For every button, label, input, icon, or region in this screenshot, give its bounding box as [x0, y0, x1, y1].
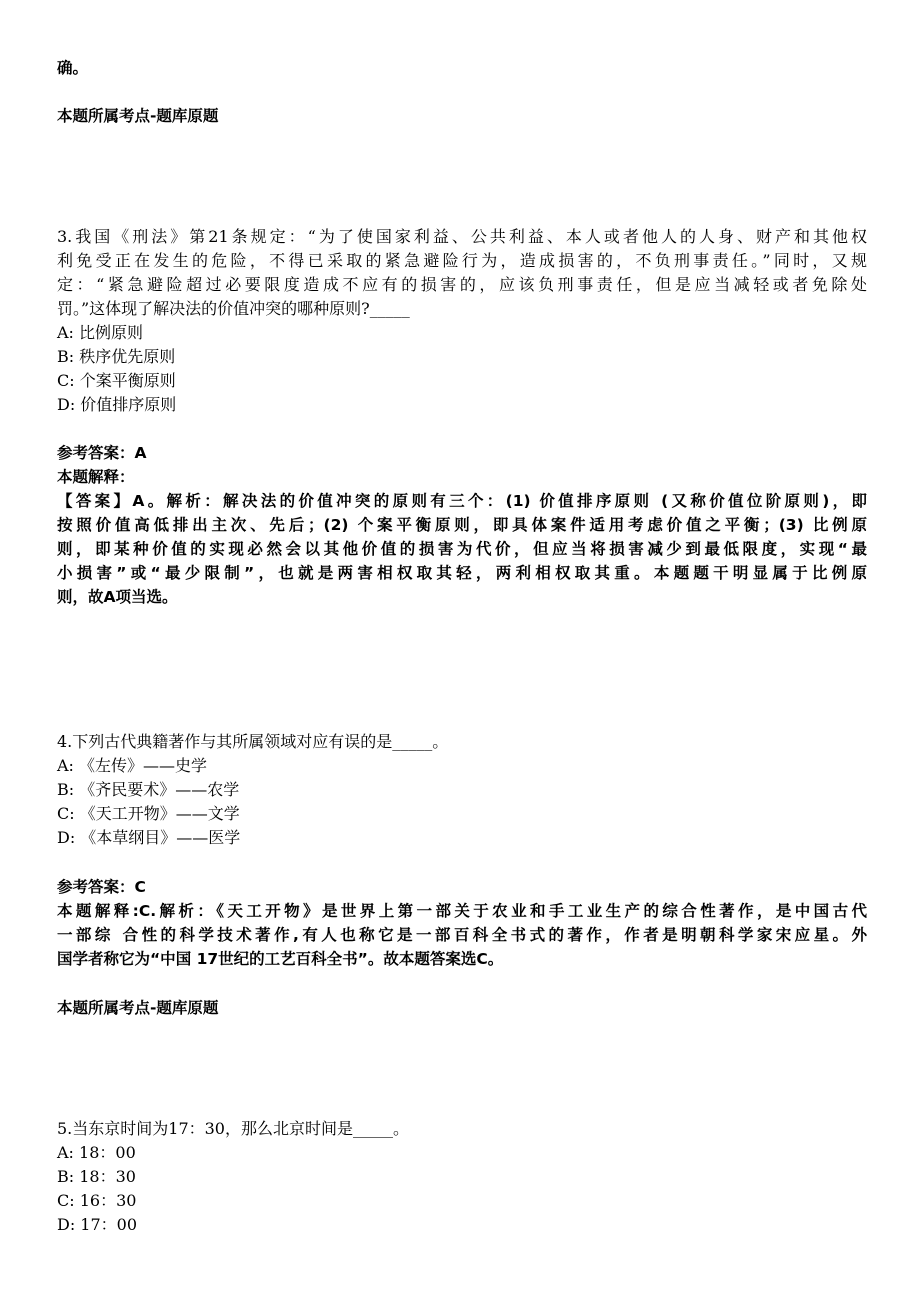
explanation-line: 按照价值高低排出主次、先后；(2) 个案平衡原则，即具体案件适用考虑价值之平衡；(3) 比例原 [57, 516, 867, 534]
answer-label: 参考答案：C [57, 878, 146, 896]
explanation-line: 一部综 合性的科学技术著作,有人也称它是一部百科全书式的著作，作者是明朝科学家宋应星。外 [57, 926, 867, 944]
question-stem-line: 定：“紧急避险超过必要限度造成不应有的损害的，应该负刑事责任，但是应当减轻或者免除处 [57, 275, 867, 294]
option-c: C: 《天工开物》——文学 [57, 804, 240, 823]
explanation-line: 【答案】A。解析：解决法的价值冲突的原则有三个：(1) 价值排序原则 (又称价值位阶原则)，即 [57, 492, 867, 510]
question-3-options [57, 321, 867, 417]
topic-label: 本题所属考点-题库原题 [57, 107, 219, 125]
explanation-line: 小损害”或“最少限制”，也就是两害相权取其轻，两利相权取其重。本题题干明显属于比例原 [57, 564, 867, 582]
question-stem-line: 5.当东京时间为17：30，那么北京时间是_____。 [57, 1119, 409, 1138]
question-4-answer-block [57, 875, 867, 971]
option-a: A: 18：00 [57, 1143, 136, 1162]
explanation-line: 则，即某种价值的实现必然会以其他价值的损害为代价，但应当将损害减少到最低限度，实现“最 [57, 540, 867, 558]
explanation-line: 国学者称它为“中国 17世纪的工艺百科全书”。故本题答案选C。 [57, 950, 504, 968]
topic-label: 本题所属考点-题库原题 [57, 999, 219, 1017]
explanation-line: 本题解释:C.解析：《天工开物》是世界上第一部关于农业和手工业生产的综合性著作，是中国古代 [57, 902, 867, 920]
explanation-line: 则，故A项当选。 [57, 588, 178, 606]
option-d: D: 《本草纲目》——医学 [57, 828, 241, 847]
question-stem-line: 利免受正在发生的危险，不得已采取的紧急避险行为，造成损害的，不负刑事责任。”同时，又规 [57, 251, 867, 270]
option-d: D: 价值排序原则 [57, 395, 177, 414]
prev-question-tail [57, 56, 867, 80]
option-a: A: 比例原则 [57, 323, 144, 342]
explanation-label: 本题解释： [57, 468, 135, 486]
question-4-options [57, 754, 867, 850]
question-5-stem [57, 1117, 867, 1141]
option-a: A: 《左传》——史学 [57, 756, 208, 775]
option-c: C: 16：30 [57, 1191, 137, 1210]
option-b: B: 《齐民要术》——农学 [57, 780, 240, 799]
question-4-topic [57, 996, 867, 1020]
question-4-stem [57, 730, 867, 754]
question-stem-line: 4.下列古代典籍著作与其所属领域对应有误的是_____。 [57, 732, 449, 751]
answer-label: 参考答案：A [57, 444, 147, 462]
question-stem-line: 3.我国《刑法》第21条规定：“为了使国家利益、公共利益、本人或者他人的人身、财产和其他权 [57, 227, 867, 246]
question-3-answer-block [57, 441, 867, 609]
question-5-options [57, 1141, 867, 1237]
prev-question-topic [57, 104, 867, 128]
question-3-stem [57, 225, 867, 321]
option-c: C: 个案平衡原则 [57, 371, 176, 390]
tail-text: 确。 [57, 59, 89, 77]
option-b: B: 秩序优先原则 [57, 347, 176, 366]
option-d: D: 17：00 [57, 1215, 138, 1234]
option-b: B: 18：30 [57, 1167, 136, 1186]
question-stem-line: 罚。”这体现了解决法的价值冲突的哪种原则?_____ [57, 299, 410, 318]
